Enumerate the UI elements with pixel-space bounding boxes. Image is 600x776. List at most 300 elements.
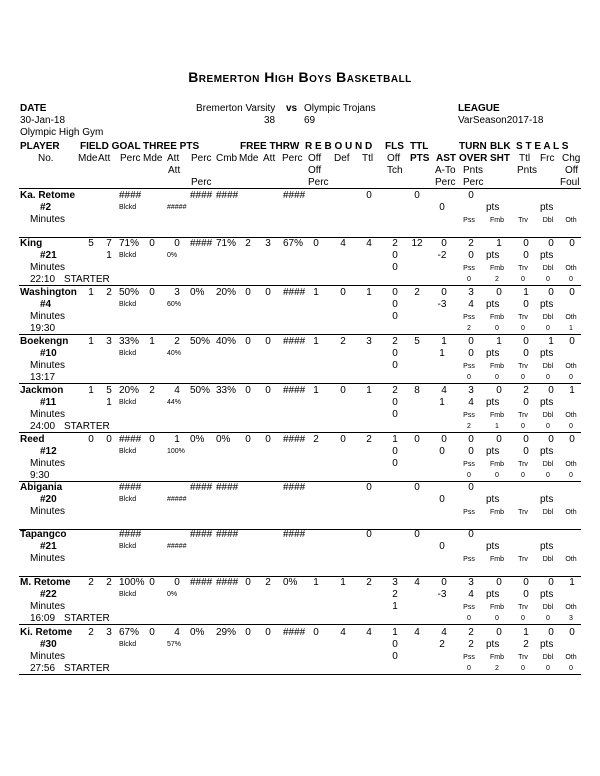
fouls-extra: 0 [392, 262, 398, 273]
tp-made: 0 [149, 287, 155, 298]
charges: 0 [569, 336, 575, 347]
ft-made: 0 [245, 385, 251, 396]
combined-perc: 40% [216, 336, 237, 347]
fouls-touch: 0 [392, 299, 398, 310]
assists: 0 [441, 434, 447, 445]
blocked-label: Blckd [119, 641, 137, 648]
steals-header: S T E A L S [516, 141, 569, 152]
combined-perc: 0% [216, 434, 231, 445]
tp-att: 4 [174, 627, 180, 638]
fg-made: 1 [88, 336, 94, 347]
stat-type-label: Dbl [542, 314, 554, 321]
tp-att: 0 [174, 577, 180, 588]
fg-perc-header: Perc [120, 153, 141, 164]
turnovers: 3 [468, 577, 474, 588]
stat-type-label: Fmb [490, 265, 504, 272]
fg-perc: #### [119, 434, 142, 445]
pts-label: pts [540, 446, 554, 457]
stat-type-label: Oth [565, 217, 577, 224]
blocks: 0 [496, 627, 502, 638]
player-number: #11 [40, 397, 57, 408]
turnovers: 0 [468, 336, 474, 347]
minutes-played: 27:56 [30, 663, 56, 674]
ft-perc: #### [283, 434, 306, 445]
ft-att: 0 [265, 627, 271, 638]
steals-total: 0 [523, 336, 529, 347]
pts-label: pts [486, 494, 500, 505]
stat-type-label: Fmb [490, 509, 504, 516]
stat-type-value: 0 [546, 615, 550, 622]
blocks-header: BLK [490, 141, 511, 152]
reb-total-header: Ttl [362, 153, 374, 164]
stat-type-value: 0 [521, 325, 525, 332]
steals-total: 1 [523, 627, 529, 638]
stat-type-value: 3 [569, 615, 573, 622]
stat-type-value: 0 [467, 276, 471, 283]
minutes-label: Minutes [30, 601, 66, 612]
pts-label: pts [486, 250, 500, 261]
fouls-touch: 0 [392, 639, 398, 650]
fouls-header: FLS [385, 141, 404, 152]
stat-type-label: Oth [565, 412, 577, 419]
assist-to-ratio: 1 [439, 397, 445, 408]
fouls-touch: 0 [392, 250, 398, 261]
reb-off: 0 [313, 238, 319, 249]
over-header: OVER [459, 153, 488, 164]
att-perc-value: ##### [167, 543, 187, 550]
charges: 1 [569, 385, 575, 396]
stat-type-value: 0 [495, 472, 499, 479]
charges: 0 [569, 627, 575, 638]
stat-type-label: Pss [463, 314, 475, 321]
assists: 0 [441, 577, 447, 588]
fouls: 3 [392, 577, 398, 588]
fouls-extra: 0 [392, 311, 398, 322]
pts-label: pts [540, 397, 554, 408]
tp-perc: #### [190, 529, 213, 540]
turnovers: 3 [468, 287, 474, 298]
ft-perc: #### [283, 385, 306, 396]
fg-att: 7 [106, 238, 112, 249]
assist-to-ratio: 0 [439, 446, 445, 457]
steals-forced: 0 [548, 385, 554, 396]
venue: Olympic High Gym [20, 127, 104, 138]
stat-type-label: Trv [518, 509, 528, 516]
player-name: Reed [20, 434, 45, 445]
fouls-touch: 0 [392, 446, 398, 457]
stat-type-value: 0 [546, 374, 550, 381]
turnovers: 0 [468, 482, 474, 493]
blocked-label: Blckd [119, 301, 137, 308]
stat-type-value: 2 [467, 325, 471, 332]
stat-type-label: Pss [463, 509, 475, 516]
blocks: 0 [496, 287, 502, 298]
stat-type-label: Fmb [490, 412, 504, 419]
fg-att: 5 [106, 385, 112, 396]
assist-to-ratio: 0 [439, 202, 445, 213]
stat-type-value: 0 [495, 615, 499, 622]
stat-type-value: 0 [495, 325, 499, 332]
ft-perc: 0% [283, 577, 298, 588]
player-number: #22 [40, 589, 57, 600]
tp-perc: 50% [190, 336, 211, 347]
stat-type-label: Trv [518, 654, 528, 661]
reb-total: 1 [366, 287, 372, 298]
ft-made: 2 [245, 238, 251, 249]
pts-label: pts [540, 589, 554, 600]
steal-points: 0 [523, 299, 529, 310]
foul-header: Foul [560, 177, 580, 188]
fouls: 0 [392, 287, 398, 298]
shot-header: SHT [490, 153, 510, 164]
stat-type-label: Oth [565, 461, 577, 468]
player-number: #30 [40, 639, 57, 650]
fouls: 2 [392, 238, 398, 249]
stat-type-value: 0 [467, 374, 471, 381]
stat-type-value: 2 [495, 665, 499, 672]
vs-label: vs [286, 103, 298, 114]
att-perc-value: 57% [167, 641, 182, 648]
fg-made: 1 [88, 385, 94, 396]
stat-type-label: Dbl [542, 217, 554, 224]
stat-type-value: 0 [467, 665, 471, 672]
ft-att: 0 [265, 434, 271, 445]
steal-points: 0 [523, 250, 529, 261]
reb-off-header: Off [308, 153, 322, 164]
stat-type-label: Trv [518, 556, 528, 563]
steal-points: 0 [523, 348, 529, 359]
reb-def: 0 [340, 287, 346, 298]
stat-type-value: 0 [546, 276, 550, 283]
free-throw-header: FREE THRW [240, 141, 300, 152]
fg-made: 2 [88, 577, 94, 588]
fouls: 2 [392, 336, 398, 347]
stat-type-label: Pss [463, 461, 475, 468]
att-perc-value: 44% [167, 399, 182, 406]
tp-perc: 0% [190, 627, 205, 638]
tp-perc-header: Perc [191, 153, 212, 164]
minutes-played: 22:10 [30, 274, 56, 285]
steals-forced: 0 [548, 434, 554, 445]
assists: 1 [441, 336, 447, 347]
stat-type-value: 1 [569, 325, 573, 332]
stat-type-value: 0 [569, 374, 573, 381]
turnover-points: 4 [468, 299, 474, 310]
fouls-extra: 1 [392, 601, 398, 612]
home-team: Bremerton Varsity [196, 103, 276, 114]
stat-type-value: 0 [521, 276, 525, 283]
turnover-points: 4 [468, 589, 474, 600]
player-header: PLAYER [20, 141, 60, 152]
turnover-points: 0 [468, 250, 474, 261]
att-perc-value: ##### [167, 496, 187, 503]
pts-label: pts [540, 494, 554, 505]
points: 4 [414, 577, 420, 588]
ft-perc: #### [283, 190, 306, 201]
ft-att: 2 [265, 577, 271, 588]
combined-perc: #### [216, 482, 239, 493]
points: 8 [414, 385, 420, 396]
stat-type-value: 0 [569, 472, 573, 479]
stat-type-value: 0 [521, 472, 525, 479]
fg-perc: 67% [119, 627, 140, 638]
player-number: #4 [40, 299, 52, 310]
turnovers: 2 [468, 627, 474, 638]
fg-made: 2 [88, 627, 94, 638]
att-perc-value: 60% [167, 301, 182, 308]
minutes-label: Minutes [30, 214, 66, 225]
report-title: Bremerton High Boys Basketball [188, 69, 412, 85]
fg-perc: #### [119, 190, 142, 201]
away-score: 69 [304, 115, 316, 126]
steals-forced: 0 [548, 577, 554, 588]
player-number: #12 [40, 446, 57, 457]
stat-type-value: 0 [521, 665, 525, 672]
pts-label: pts [540, 202, 554, 213]
home-score: 38 [264, 115, 276, 126]
row-divider [19, 383, 581, 384]
league-label: LEAGUE [458, 103, 500, 114]
att-perc-value: 0% [167, 591, 178, 598]
player-number: #2 [40, 202, 52, 213]
ft-made-header: Mde [239, 153, 259, 164]
steals-total: 0 [523, 577, 529, 588]
tp-made: 0 [149, 627, 155, 638]
turnovers: 0 [468, 190, 474, 201]
player-name: Ki. Retome [20, 627, 73, 638]
points: 2 [414, 287, 420, 298]
player-name: M. Retome [20, 577, 71, 588]
pnts-perc-header: Perc [463, 177, 484, 188]
stat-type-label: Oth [565, 509, 577, 516]
reb-total: 2 [366, 434, 372, 445]
stat-type-label: Pss [463, 556, 475, 563]
player-name: King [20, 238, 43, 249]
fg-perc: #### [119, 529, 142, 540]
turnover-points: 0 [468, 348, 474, 359]
fouls-touch: 0 [392, 397, 398, 408]
field-goal-header: FIELD GOAL [80, 141, 141, 152]
fg-perc: 33% [119, 336, 140, 347]
fg-att: 2 [106, 577, 112, 588]
player-name: Jackmon [20, 385, 64, 396]
stat-type-label: Oth [565, 314, 577, 321]
assist-to-header: A-To [435, 165, 456, 176]
player-number: #21 [40, 250, 57, 261]
fouls: 2 [392, 385, 398, 396]
blocked-label: Blckd [119, 591, 137, 598]
steal-points-header: Pnts [517, 165, 538, 176]
stat-type-label: Dbl [542, 604, 554, 611]
fouls: 1 [392, 434, 398, 445]
stat-type-label: Trv [518, 363, 528, 370]
stat-type-label: Dbl [542, 412, 554, 419]
stat-type-label: Oth [565, 604, 577, 611]
minutes-label: Minutes [30, 458, 66, 469]
combined-perc: #### [216, 190, 239, 201]
pts-label: pts [486, 446, 500, 457]
reb-def: 4 [340, 238, 346, 249]
starter-badge: STARTER [64, 663, 110, 674]
reb-off: 2 [313, 434, 319, 445]
tp-made: 1 [149, 336, 155, 347]
stat-type-label: Fmb [490, 654, 504, 661]
rebound-header: R E B O U N D [305, 141, 373, 152]
fouls-extra: 0 [392, 360, 398, 371]
stat-type-label: Oth [565, 654, 577, 661]
fouls-extra: 0 [392, 651, 398, 662]
stat-type-label: Pss [463, 363, 475, 370]
player-name: Washington [20, 287, 77, 298]
minutes-label: Minutes [30, 506, 66, 517]
fg-att: 0 [106, 434, 112, 445]
ato-perc-header: Perc [435, 177, 456, 188]
att-perc-sub-header: Perc [191, 177, 212, 188]
tp-made: 2 [149, 385, 155, 396]
points: 4 [414, 627, 420, 638]
ft-att: 0 [265, 385, 271, 396]
pts-label: pts [486, 202, 500, 213]
stat-type-value: 0 [546, 472, 550, 479]
minutes-played: 19:30 [30, 323, 56, 334]
charges: 0 [569, 434, 575, 445]
stat-type-label: Trv [518, 604, 528, 611]
three-pts-header: THREE PTS [143, 141, 200, 152]
att-perc-header: Att [168, 165, 181, 176]
charges: 0 [569, 238, 575, 249]
tp-att: 0 [174, 238, 180, 249]
stat-type-label: Fmb [490, 314, 504, 321]
turnovers: 3 [468, 385, 474, 396]
fg-att-extra: 1 [106, 250, 112, 261]
tp-perc: #### [190, 190, 213, 201]
minutes-played: 16:09 [30, 613, 56, 624]
off-perc-sub-header: Perc [308, 177, 329, 188]
pts-label: pts [540, 541, 554, 552]
fg-made-header: Mde [78, 153, 98, 164]
points: 5 [414, 336, 420, 347]
stat-type-value: 0 [546, 423, 550, 430]
fouls: 1 [392, 627, 398, 638]
steal-points: 0 [523, 446, 529, 457]
fg-att: 3 [106, 627, 112, 638]
stat-type-value: 0 [521, 615, 525, 622]
minutes-played: 24:00 [30, 421, 56, 432]
reb-off: 1 [313, 385, 319, 396]
ft-perc: #### [283, 336, 306, 347]
fg-perc: 20% [119, 385, 140, 396]
stat-type-label: Dbl [542, 654, 554, 661]
assists: 0 [441, 238, 447, 249]
steals-total: 0 [523, 434, 529, 445]
stat-type-label: Trv [518, 217, 528, 224]
pts-label: pts [540, 250, 554, 261]
points: 0 [414, 190, 420, 201]
steal-points: 2 [523, 639, 529, 650]
fls-off-header: Off [387, 153, 401, 164]
stat-type-label: Oth [565, 265, 577, 272]
turnovers: 0 [468, 434, 474, 445]
number-header: No. [38, 153, 54, 164]
combined-perc: #### [216, 577, 239, 588]
tp-made-header: Mde [143, 153, 163, 164]
stat-type-label: Fmb [490, 363, 504, 370]
stat-type-value: 2 [495, 276, 499, 283]
reb-total: 3 [366, 336, 372, 347]
pts-label: pts [540, 639, 554, 650]
touch-header: Tch [387, 165, 403, 176]
blocked-label: Blckd [119, 252, 137, 259]
assist-to-ratio: -2 [437, 250, 447, 261]
minutes-label: Minutes [30, 651, 66, 662]
points-header: PTS [410, 153, 430, 164]
reb-def-header: Def [334, 153, 350, 164]
att-perc-value: 40% [167, 350, 182, 357]
stat-type-label: Fmb [490, 461, 504, 468]
combined-perc: 20% [216, 287, 237, 298]
reb-def: 2 [340, 336, 346, 347]
reb-off: 1 [313, 577, 319, 588]
tp-att: 2 [174, 336, 180, 347]
combined-header: Cmb [216, 153, 238, 164]
turnover-points: 2 [468, 639, 474, 650]
turnover-points-header: Pnts [463, 165, 484, 176]
reb-off: 1 [313, 287, 319, 298]
tp-made: 0 [149, 434, 155, 445]
stat-type-value: 0 [546, 325, 550, 332]
att-perc-value: 0% [167, 252, 178, 259]
steal-points: 0 [523, 589, 529, 600]
assist-to-ratio: 0 [439, 494, 445, 505]
stat-type-label: Pss [463, 654, 475, 661]
pts-label: pts [486, 589, 500, 600]
reb-total: 4 [366, 627, 372, 638]
ft-made: 0 [245, 627, 251, 638]
ft-made: 0 [245, 577, 251, 588]
reb-total: 0 [366, 482, 372, 493]
tp-att-header: Att [167, 153, 180, 164]
stat-type-value: 0 [569, 276, 573, 283]
steals-forced: 1 [548, 336, 554, 347]
assist-to-ratio: 2 [439, 639, 445, 650]
stat-type-label: Trv [518, 412, 528, 419]
turnover-header: TURN [459, 141, 487, 152]
charges: 1 [569, 577, 575, 588]
ft-made: 0 [245, 336, 251, 347]
fg-made: 0 [88, 434, 94, 445]
starter-badge: STARTER [64, 274, 110, 285]
fg-perc: 71% [119, 238, 140, 249]
player-name: Tapangco [20, 529, 67, 540]
stat-type-label: Dbl [542, 556, 554, 563]
pts-label: pts [486, 299, 500, 310]
stat-type-value: 0 [569, 665, 573, 672]
fouls-touch: 0 [392, 348, 398, 359]
reb-total: 2 [366, 577, 372, 588]
tp-perc: #### [190, 238, 213, 249]
blocked-label: Blckd [119, 350, 137, 357]
player-name: Boekengn [20, 336, 69, 347]
blocked-label: Blckd [119, 399, 137, 406]
fg-att-extra: 1 [106, 397, 112, 408]
assists: 0 [441, 287, 447, 298]
header-divider [19, 188, 581, 189]
tp-att: 3 [174, 287, 180, 298]
points: 12 [411, 238, 423, 249]
row-divider [19, 624, 581, 625]
steals-total-header: Ttl [519, 153, 531, 164]
stat-type-value: 0 [569, 423, 573, 430]
